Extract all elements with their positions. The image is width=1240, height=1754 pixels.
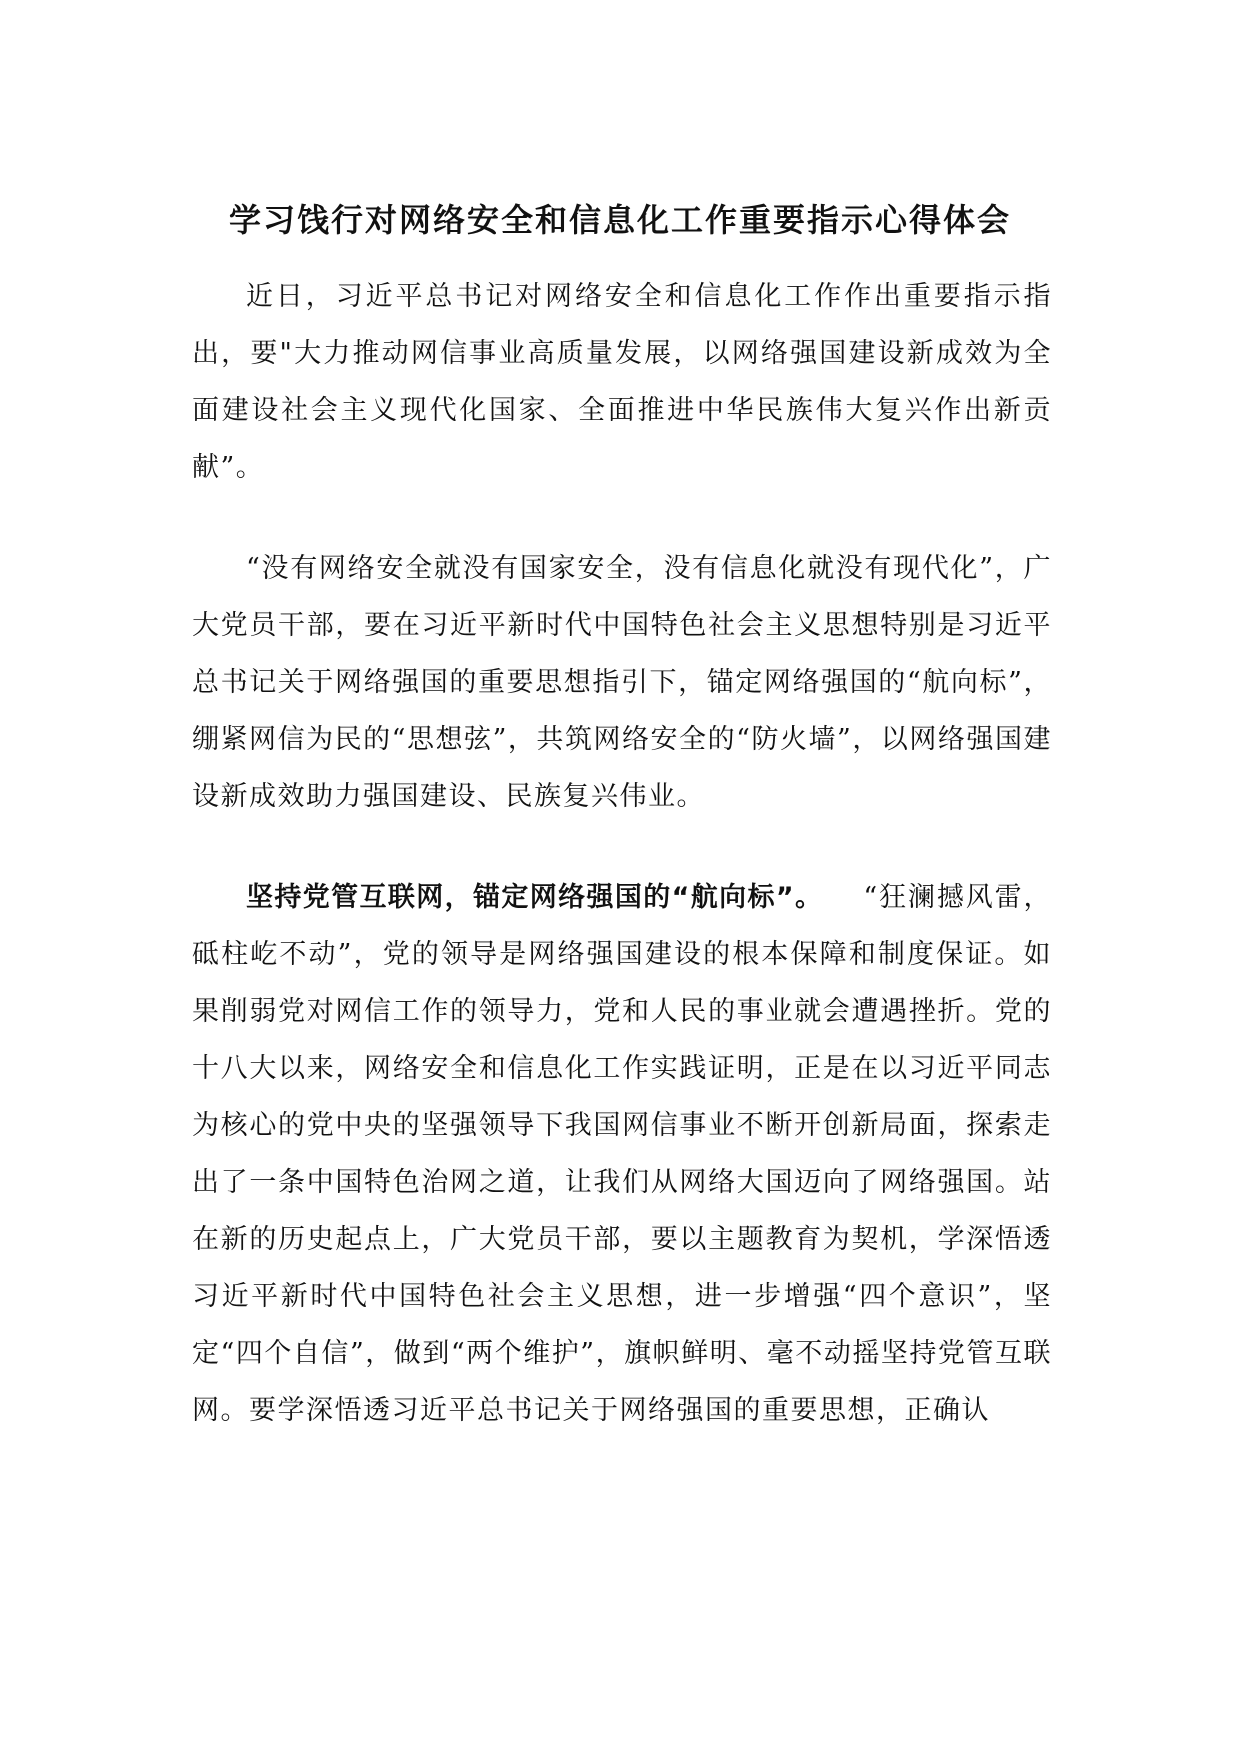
document-body — [192, 268, 1052, 1483]
paragraph-intro-text: 近日，习近平总书记对网络安全和信息化工作作出重要指示指出，要"大力推动网信事业高质量发展，以网络强国建设新成效为全面建设社会主义现代化国家、全面推进中华民族伟大复兴作出新贡献”。 — [192, 281, 1052, 483]
paragraph-section-one-text: “狂澜撼风雷，砥柱屹不动”，党的领导是网络强国建设的根本保障和制度保证。如果削弱党对网信工作的领导力，党和人民的事业就会遭遇挫折。党的十八大以来，网络安全和信息化工作实践证明，正是在以习近平同志为核心的党中央的坚强领导下我国网信事业不断开创新局面，探索走出了一条中国特色治网之道，让我们从网络大国迈向了网络强国。站在新的历史起点上，广大党员干部，要以主题教育为契机，学深悟透习近平新时代中国特色社会主义思想，进一步增强“四个意识”，坚定“四个自信”，做到“两个维护”，旗帜鲜明、毫不动摇坚持党管互联网。要学深悟透习近平总书记关于网络强国的重要思想，正确认 — [192, 882, 1052, 1426]
paragraph-quote-text: “没有网络安全就没有国家安全，没有信息化就没有现代化”，广大党员干部，要在习近平新时代中国特色社会主义思想特别是习近平总书记关于网络强国的重要思想指引下，锚定网络强国的“航向标”，绷紧网信为民的“思想弦”，共筑网络安全的“防火墙”，以网络强国建设新成效助力强国建设、民族复兴伟业。 — [192, 553, 1052, 812]
paragraph-intro — [192, 268, 1052, 496]
paragraph-section-one — [192, 869, 1052, 1439]
section-heading: 坚持党管互联网，锚定网络强国的“航向标”。 — [246, 882, 824, 913]
document-title: 学习饯行对网络安全和信息化工作重要指示心得体会 — [228, 201, 1011, 239]
paragraph-quote — [192, 540, 1052, 825]
